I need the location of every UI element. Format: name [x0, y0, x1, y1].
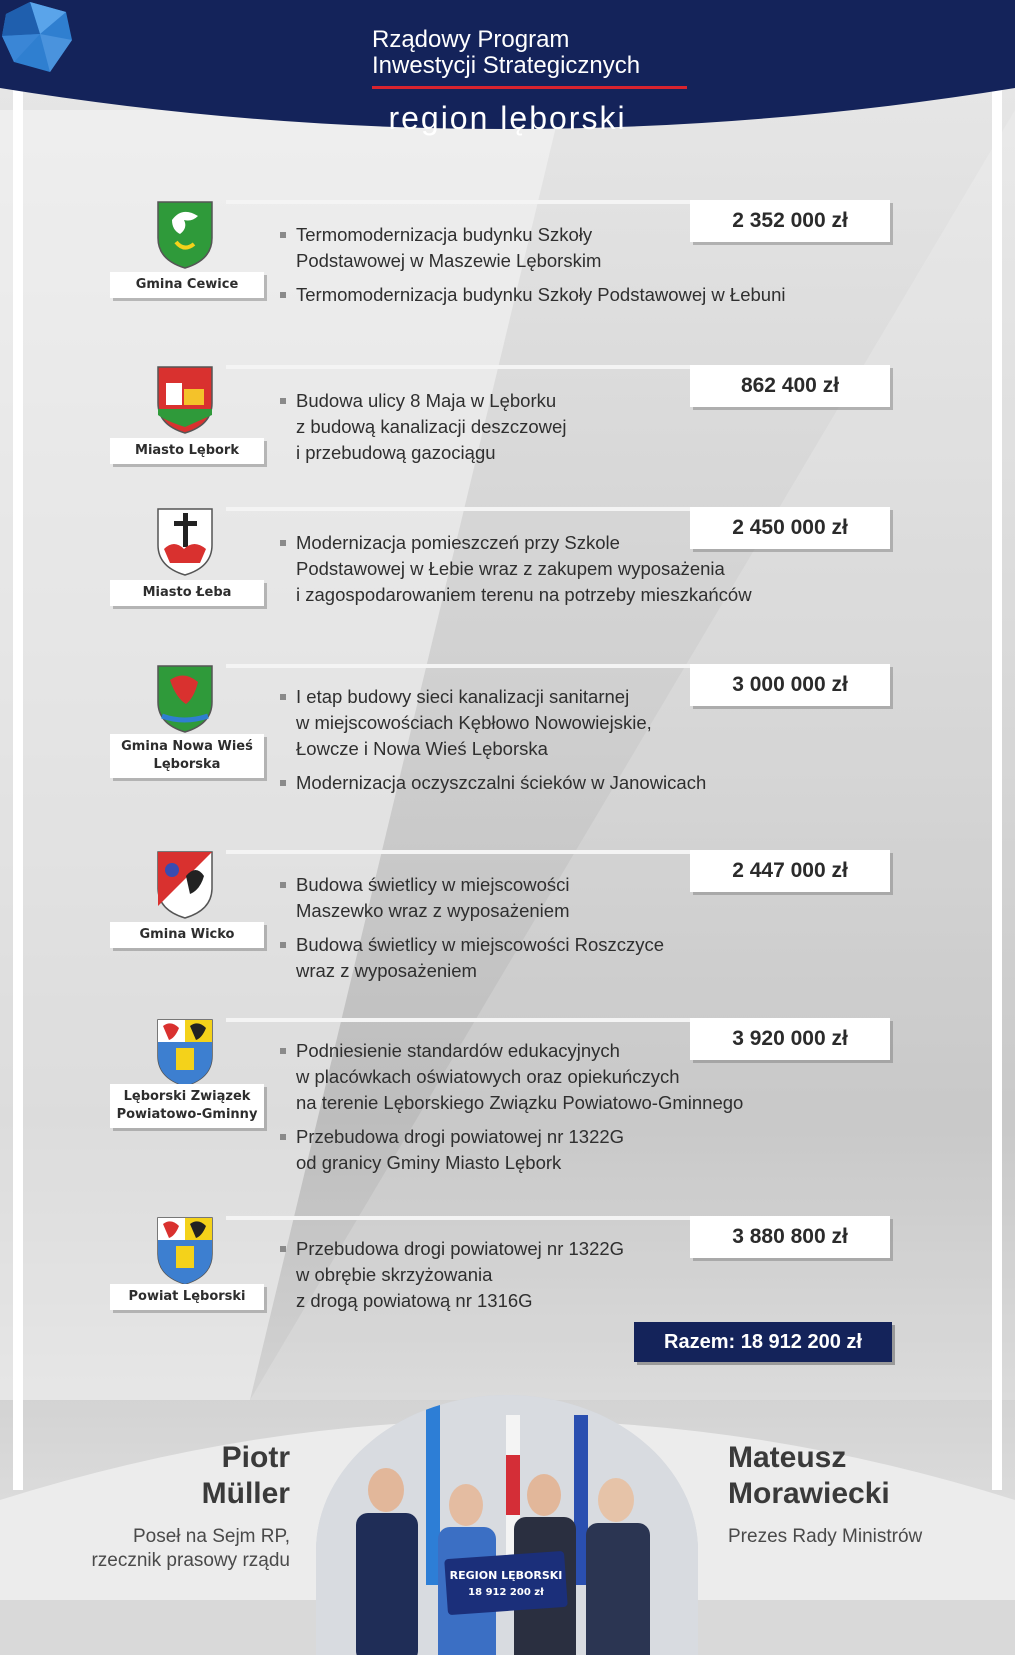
municipality-name: Lęborski Związek Powiatowo-Gminny — [110, 1084, 264, 1128]
left-person-role: Poseł na Sejm RP, rzecznik prasowy rządu — [91, 1526, 290, 1571]
brand-line-1: Rządowy Program — [372, 26, 570, 53]
castle-crest-icon — [154, 363, 216, 435]
project-item: Modernizacja pomieszczeń przy Szkole Podstawowej w Łebie wraz z zakupem wyposażenia i zagospodarowaniem terenu na potrzeby mieszkańców — [280, 530, 752, 608]
project-list — [280, 530, 752, 616]
photo-sign-line2: 18 912 200 zł — [468, 1587, 544, 1598]
amount-badge: 3 880 800 zł — [690, 1216, 890, 1258]
amount-badge: 2 447 000 zł — [690, 850, 890, 892]
project-list — [280, 388, 566, 474]
cross-crest-icon — [154, 505, 216, 577]
municipality-name: Gmina Cewice — [110, 272, 264, 298]
project-item: Termomodernizacja budynku Szkoły Podstawowej w Łebuni — [280, 282, 785, 308]
project-list — [280, 1038, 743, 1184]
right-person-name: Mateusz Morawiecki — [728, 1441, 890, 1510]
project-item: Podniesienie standardów edukacyjnych w placówkach oświatowych oraz opiekuńczych na terenie Lęborskiego Związku Powiatowo-Gminnego — [280, 1038, 743, 1116]
griffin-shield-crest-icon — [154, 662, 216, 734]
project-item: Przebudowa drogi powiatowej nr 1322G w obrębie skrzyżowania z drogą powiatową nr 1316G — [280, 1236, 624, 1314]
lily-griffin-crest-icon — [154, 848, 216, 920]
brand-underline — [372, 86, 687, 89]
project-item: I etap budowy sieci kanalizacji sanitarnej w miejscowościach Kębłowo Nowowiejskie, Łowcze i Nowa Wieś Lęborska — [280, 684, 706, 762]
project-item: Termomodernizacja budynku Szkoły Podstawowej w Maszewie Lęborskim — [280, 222, 785, 274]
municipality-name: Gmina Nowa Wieś Lęborska — [110, 734, 264, 778]
brand-line-2: Inwestycji Strategicznych — [372, 52, 641, 79]
photo-sign-line1: REGION LĘBORSKI — [449, 1569, 563, 1582]
header — [0, 0, 1015, 160]
project-list — [280, 872, 664, 992]
program-logo-icon — [0, 0, 74, 74]
frame-left — [13, 90, 23, 1490]
municipality-name: Miasto Łeba — [110, 580, 264, 606]
right-person-role: Prezes Rady Ministrów — [728, 1526, 923, 1547]
quartered-crest-icon — [154, 1016, 216, 1088]
project-item: Modernizacja oczyszczalni ścieków w Janowicach — [280, 770, 706, 796]
griffin-crest-icon — [154, 198, 216, 270]
municipality-name: Powiat Lęborski — [110, 1284, 264, 1310]
project-list — [280, 684, 706, 804]
amount-badge: 2 352 000 zł — [690, 200, 890, 242]
municipality-name: Miasto Lębork — [110, 438, 264, 464]
project-list — [280, 222, 785, 316]
amount-badge: 3 000 000 zł — [690, 664, 890, 706]
project-item: Budowa ulicy 8 Maja w Lęborku z budową kanalizacji deszczowej i przebudową gazociągu — [280, 388, 566, 466]
project-item: Przebudowa drogi powiatowej nr 1322G od granicy Gminy Miasto Lębork — [280, 1124, 743, 1176]
region-title: region lęborski — [388, 100, 627, 136]
project-item: Budowa świetlicy w miejscowości Roszczyce wraz z wyposażeniem — [280, 932, 664, 984]
frame-right — [992, 90, 1002, 1490]
municipality-name: Gmina Wicko — [110, 922, 264, 948]
total-badge: Razem: 18 912 200 zł — [634, 1322, 892, 1362]
left-person-name: Piotr Müller — [201, 1441, 290, 1510]
amount-badge: 862 400 zł — [690, 365, 890, 407]
project-item: Budowa świetlicy w miejscowości Maszewko wraz z wyposażeniem — [280, 872, 664, 924]
quartered-crest-icon — [154, 1214, 216, 1286]
amount-badge: 2 450 000 zł — [690, 507, 890, 549]
amount-badge: 3 920 000 zł — [690, 1018, 890, 1060]
project-list — [280, 1236, 624, 1322]
